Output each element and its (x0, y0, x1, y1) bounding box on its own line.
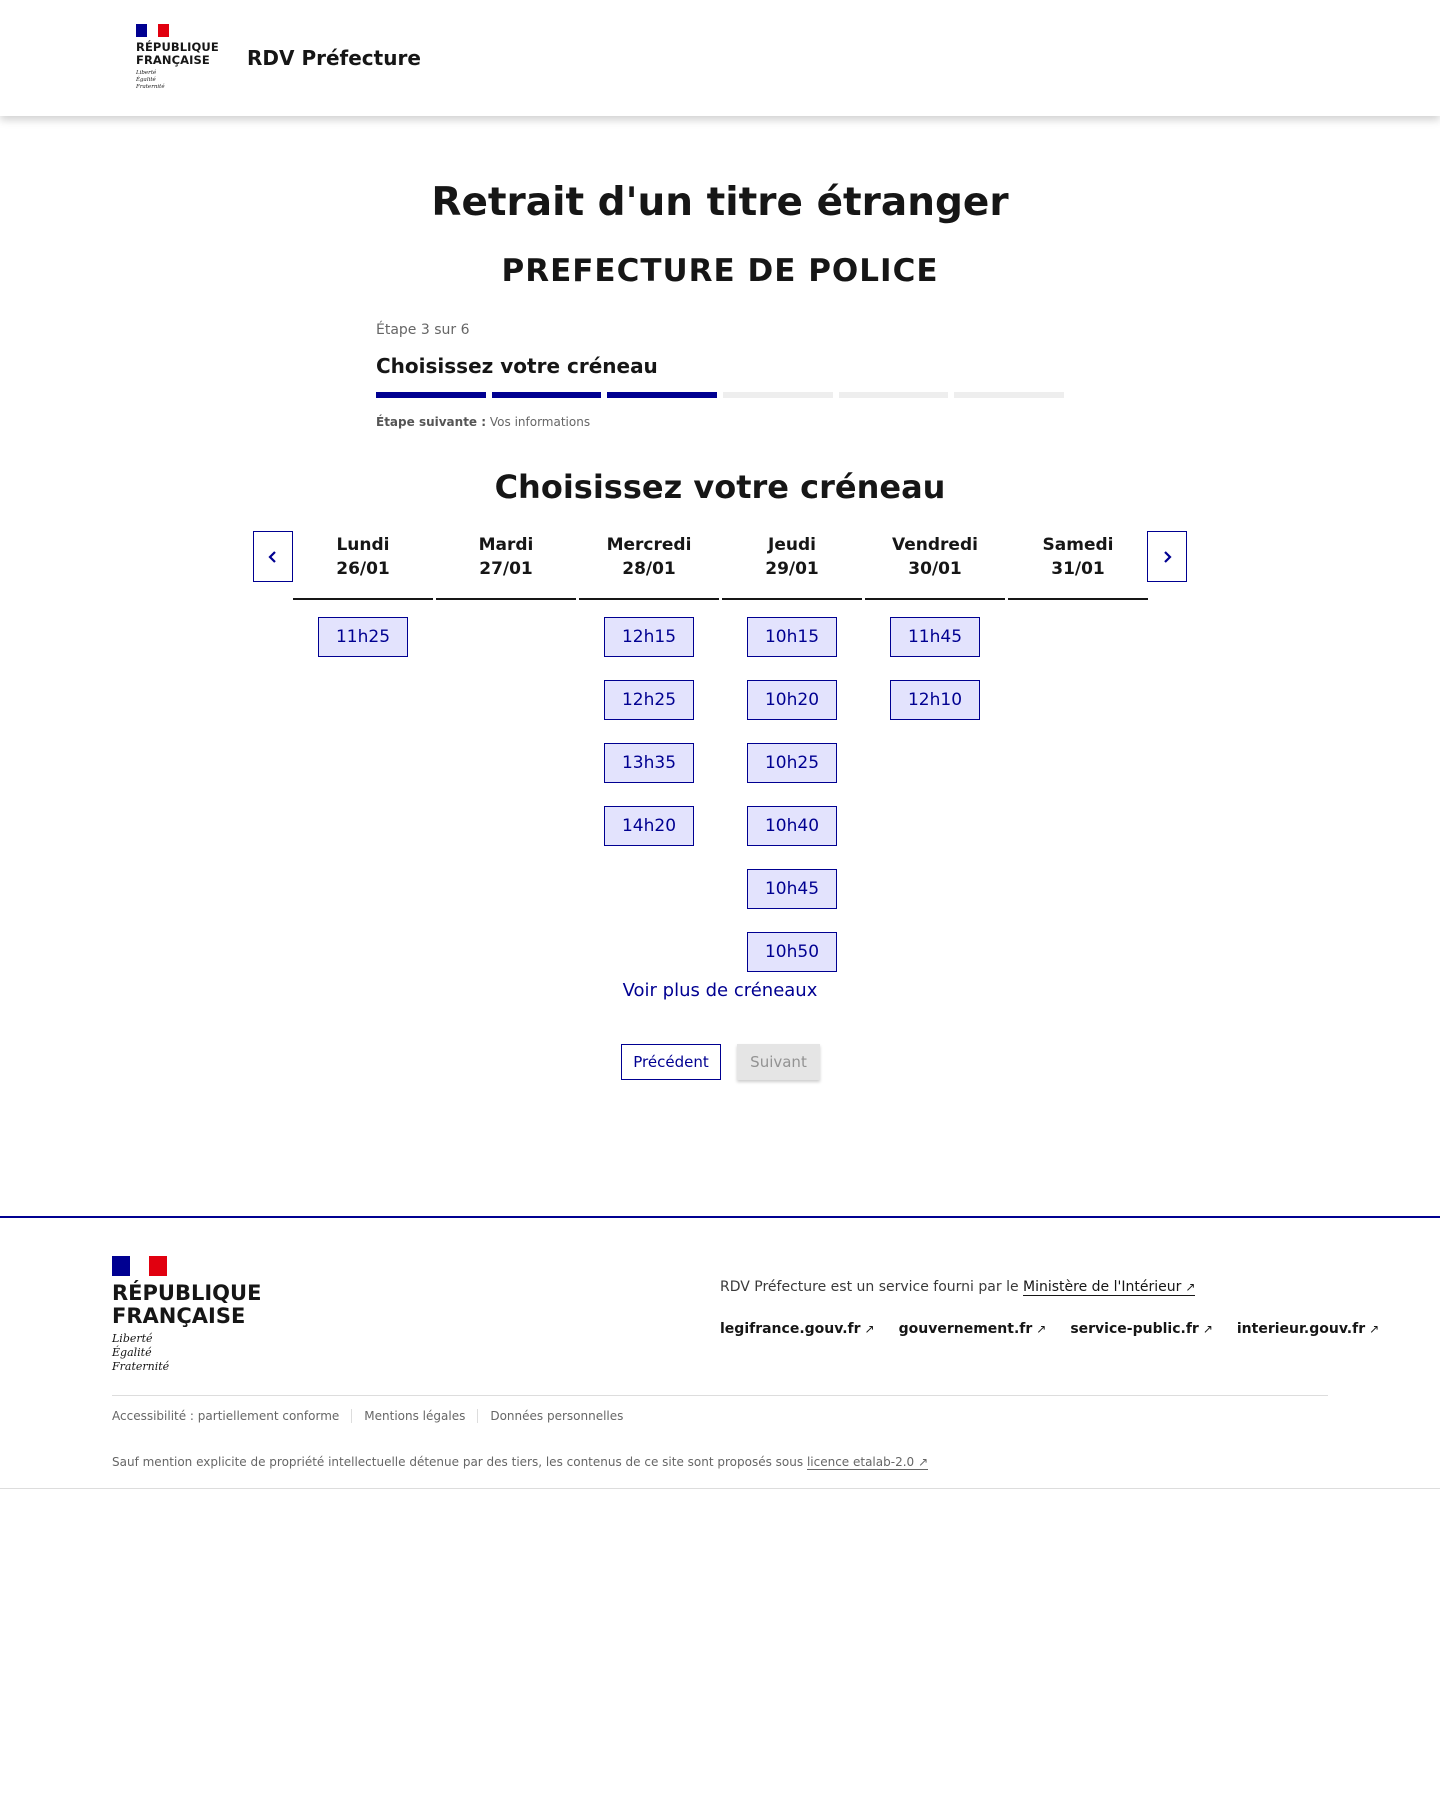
footer-license (112, 1455, 928, 1469)
chevron-right-icon (1161, 550, 1173, 564)
day-date: 26/01 (336, 559, 390, 579)
day-header (293, 530, 433, 600)
day-column-vendredi (865, 530, 1005, 720)
day-column-mardi (436, 530, 576, 600)
step-bar-1 (376, 392, 486, 398)
time-slot[interactable]: 10h15 (747, 617, 837, 657)
day-name: Jeudi (768, 535, 816, 555)
step-bar-5 (839, 392, 949, 398)
stepper (376, 322, 1064, 429)
republique-francaise-logo[interactable] (136, 24, 219, 91)
day-column-jeudi (722, 530, 862, 972)
day-name: Samedi (1042, 535, 1114, 555)
time-slot[interactable]: 11h45 (890, 617, 980, 657)
step-count: Étape 3 sur 6 (376, 322, 470, 338)
time-slot[interactable]: 12h10 (890, 680, 980, 720)
step-bar-2 (492, 392, 602, 398)
time-slot[interactable]: 14h20 (604, 806, 694, 846)
day-column-samedi (1008, 530, 1148, 600)
day-header (579, 530, 719, 600)
external-link-icon: ↗ (1185, 1280, 1196, 1294)
day-name: Vendredi (892, 535, 978, 555)
footer-links (720, 1321, 1379, 1337)
external-link-icon: ↗ (1036, 1322, 1047, 1336)
step-title: Choisissez votre créneau (376, 354, 658, 378)
site-header (0, 0, 1440, 116)
calendar-title: Choisissez votre créneau (494, 468, 946, 506)
time-slot[interactable]: 10h50 (747, 932, 837, 972)
step-progress-bar (376, 392, 1064, 398)
time-slot[interactable]: 10h45 (747, 869, 837, 909)
footer-link[interactable]: interieur.gouv.fr ↗ (1236, 1321, 1380, 1337)
next-step-label: Étape suivante : (376, 415, 487, 429)
license-text: Sauf mention explicite de propriété intellectuelle détenue par des tiers, les contenus de ce site sont proposés sous (112, 1455, 804, 1469)
footer-desc-text: RDV Préfecture est un service fourni par le (720, 1279, 1019, 1295)
day-name: Mercredi (606, 535, 692, 555)
footer-link[interactable]: service-public.fr ↗ (1070, 1321, 1213, 1337)
page-subtitle: PREFECTURE DE POLICE (501, 253, 939, 289)
footer-link[interactable]: legifrance.gouv.fr ↗ (720, 1321, 875, 1337)
external-link-icon: ↗ (918, 1455, 929, 1469)
legal-notice-link[interactable]: Mentions légales (351, 1409, 477, 1423)
more-slots-link[interactable]: Voir plus de créneaux (622, 980, 818, 1001)
day-header (436, 530, 576, 600)
ministry-link[interactable]: Ministère de l'Intérieur ↗ (1023, 1279, 1196, 1295)
time-slot[interactable]: 10h40 (747, 806, 837, 846)
day-column-mercredi (579, 530, 719, 846)
next-button[interactable]: Suivant (737, 1044, 820, 1080)
footer-description (720, 1279, 1195, 1295)
day-header (865, 530, 1005, 600)
day-header (1008, 530, 1148, 600)
time-slot[interactable]: 10h20 (747, 680, 837, 720)
license-link[interactable]: licence etalab-2.0 ↗ (806, 1455, 929, 1469)
logo-text: RÉPUBLIQUE FRANÇAISE (112, 1281, 262, 1328)
personal-data-link[interactable]: Données personnelles (477, 1409, 635, 1423)
day-date: 29/01 (765, 559, 819, 579)
day-name: Mardi (478, 535, 534, 555)
previous-week-button[interactable] (253, 531, 293, 582)
time-slot[interactable]: 10h25 (747, 743, 837, 783)
chevron-left-icon (267, 550, 279, 564)
next-week-button[interactable] (1147, 531, 1187, 582)
footer-divider (112, 1395, 1328, 1396)
site-footer (0, 1216, 1440, 1488)
footer-bottom-links (112, 1409, 635, 1423)
time-slot[interactable]: 12h25 (604, 680, 694, 720)
day-column-lundi (293, 530, 433, 657)
footer-end-divider (0, 1488, 1440, 1489)
day-date: 28/01 (622, 559, 676, 579)
day-date: 30/01 (908, 559, 962, 579)
step-bar-3 (607, 392, 717, 398)
footer-link[interactable]: gouvernement.fr ↗ (898, 1321, 1047, 1337)
previous-button[interactable]: Précédent (621, 1044, 721, 1080)
time-slot[interactable]: 13h35 (604, 743, 694, 783)
time-slot[interactable]: 11h25 (318, 617, 408, 657)
footer-republique-logo[interactable] (112, 1256, 261, 1374)
marianne-flag-icon (136, 24, 169, 37)
slot-list (579, 600, 719, 846)
day-date: 27/01 (479, 559, 533, 579)
service-name[interactable]: RDV Préfecture (247, 46, 421, 70)
accessibility-link[interactable]: Accessibilité : partiellement conforme (112, 1409, 340, 1423)
day-name: Lundi (336, 535, 390, 555)
external-link-icon: ↗ (864, 1322, 875, 1336)
day-header (722, 530, 862, 600)
step-bar-6 (954, 392, 1064, 398)
slot-list (293, 600, 433, 657)
logo-text: RÉPUBLIQUE FRANÇAISE (136, 40, 219, 67)
slot-list (722, 600, 862, 972)
external-link-icon: ↗ (1369, 1322, 1380, 1336)
next-step-value: Vos informations (489, 415, 591, 429)
next-step-info (376, 415, 1064, 429)
step-bar-4 (723, 392, 833, 398)
time-slot[interactable]: 12h15 (604, 617, 694, 657)
external-link-icon: ↗ (1202, 1322, 1213, 1336)
day-date: 31/01 (1051, 559, 1105, 579)
marianne-flag-icon (112, 1256, 167, 1276)
page-title: Retrait d'un titre étranger (431, 180, 1009, 225)
logo-motto: Liberté Égalité Fraternité (136, 70, 165, 90)
logo-motto: Liberté Égalité Fraternité (112, 1332, 170, 1373)
slot-list (865, 600, 1005, 720)
